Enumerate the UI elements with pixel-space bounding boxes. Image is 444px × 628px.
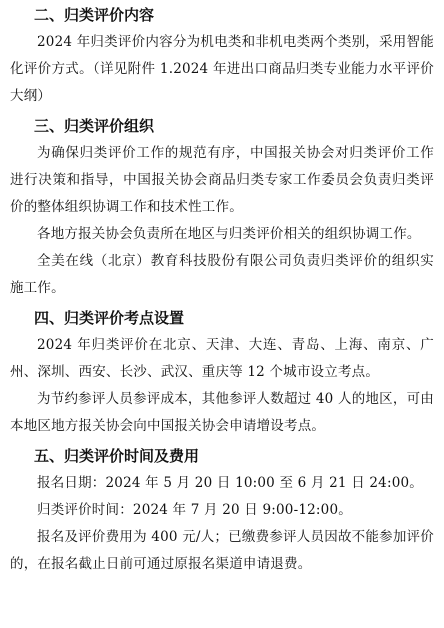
- section-time-and-fees: [10, 443, 434, 578]
- section-test-sites: [10, 305, 434, 440]
- section-heading: 五、归类评价时间及费用: [34, 447, 200, 465]
- section-heading: 四、归类评价考点设置: [34, 309, 185, 327]
- paragraph: 各地方报关协会负责所在地区与归类评价相关的组织协调工作。: [37, 226, 421, 242]
- paragraph: 报名日期：2024 年 5 月 20 日 10:00 至 6 月 21 日 24:00。: [37, 475, 423, 491]
- section-heading: 三、归类评价组织: [34, 117, 155, 135]
- section-content: [10, 2, 434, 110]
- section-organization: [10, 113, 434, 302]
- paragraph: 为确保归类评价工作的规范有序，中国报关协会对归类评价工作进行决策和指导，中国报关协会商品归类专家工作委员会负责归类评价的整体组织协调工作和技术性工作。: [10, 145, 434, 215]
- paragraph: 归类评价时间：2024 年 7 月 20 日 9:00-12:00。: [37, 502, 352, 518]
- paragraph: 2024 年归类评价在北京、天津、大连、青岛、上海、南京、广州、深圳、西安、长沙、武汉、重庆等 12 个城市设立考点。: [10, 337, 434, 380]
- section-heading: 二、归类评价内容: [34, 6, 155, 24]
- paragraph: 全美在线（北京）教育科技股份有限公司负责归类评价的组织实施工作。: [10, 253, 434, 296]
- paragraph: 2024 年归类评价内容分为机电类和非机电类两个类别，采用智能化评价方式。（详见附件 1.2024 年进出口商品归类专业能力水平评价大纲）: [10, 34, 434, 104]
- paragraph: 报名及评价费用为 400 元/人；已缴费参评人员因故不能参加评价的，在报名截止日前可通过原报名渠道申请退费。: [10, 529, 434, 572]
- paragraph: 为节约参评人员参评成本，其他参评人数超过 40 人的地区，可由本地区地方报关协会向中国报关协会申请增设考点。: [10, 391, 434, 434]
